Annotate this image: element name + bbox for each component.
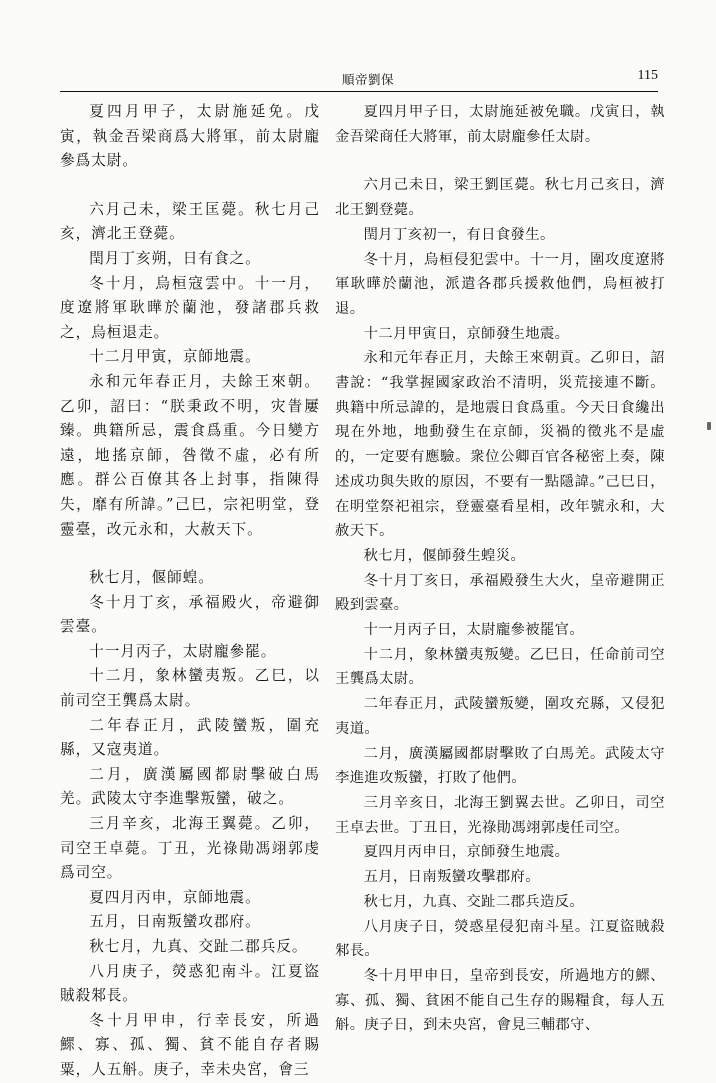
paragraph: 秋七月，偃師發生蝗災。	[363, 547, 526, 564]
paragraph: 冬十月丁亥日，承福殿發生大火，皇帝避開正殿到雲臺。	[335, 572, 665, 614]
paragraph: 十一月丙子，太尉龐參罷。	[89, 642, 277, 660]
paragraph: 夏四月甲子，太尉施延免。戊寅，執金吾梁商爲大將軍，前太尉龐參爲太尉。	[60, 103, 320, 170]
paragraph: 十二月，象林蠻夷叛變。乙巳日，任命前司空王龔爲太尉。	[335, 646, 665, 688]
paragraph: 八月庚子日，熒惑星侵犯南斗星。江夏盜賊殺邾長。	[335, 918, 665, 960]
paragraph: 閏月丁亥朔，日有食之。	[89, 249, 261, 267]
paragraph: 秋七月，九真、交趾二郡兵反。	[89, 938, 308, 955]
paragraph: 冬十月甲申，行幸長安，所過鰥、寡、孤、獨、貧不能自存者賜粟，人五斛。庚子，幸未央宮，會三	[60, 1011, 320, 1078]
paragraph: 冬十月，烏桓寇雲中。十一月，度遼將軍耿曄於蘭池，發諸郡兵救之，烏桓退走。	[60, 274, 320, 341]
paragraph: 夏四月丙申日，京師發生地震。	[363, 844, 570, 861]
page-number: 115	[637, 68, 658, 83]
paragraph: 冬十月丁亥，承福殿火，帝避御雲臺。	[60, 593, 320, 636]
paragraph: 十二月甲寅日，京師發生地震。	[363, 325, 570, 342]
paragraph: 三月辛亥，北海王翼薨。乙卯，司空王卓薨。丁丑，光祿勛馮翊郭虔爲司空。	[60, 815, 320, 882]
paragraph: 永和元年春正月，夫餘王來朝貢。乙卯日，詔書說：“我掌握國家政治不清明，災荒接連不斷。典籍中所忌諱的，是地震日食爲重。今天日食纔出現在外地，地動發生在京師，災禍的徵兆不是虛的，一定要有應驗。衆位公卿百官各秘密上奏，陳述成功與失敗的原因，不要有一點隱諱。”己巳日，在明堂祭祀祖宗，登靈臺看星相，改年號永和，大赦天下。	[335, 350, 665, 540]
paragraph: 閏月丁亥初一，有日食發生。	[363, 226, 555, 243]
paragraph: 八月庚子，熒惑犯南斗。江夏盜賊殺邾長。	[60, 962, 320, 1005]
paragraph: 冬十月，烏桓侵犯雲中。十一月，圍攻度遼將軍耿曄於蘭池，派遣各郡兵援救他們，烏桓被打退。	[335, 251, 665, 317]
paragraph: 二月，廣漢屬國都尉擊敗了白馬羌。武陵太守李進進攻叛蠻，打敗了他們。	[335, 745, 665, 787]
paragraph: 六月己未日，梁王劉匡薨。秋七月己亥日，濟北王劉登薨。	[335, 177, 665, 219]
paragraph: 永和元年春正月，夫餘王來朝。乙卯，詔曰：“朕秉政不明，灾眚屢臻。典籍所忌，震食爲重。今日變方遠，地搖京師，咎徵不虛，必有所應。群公百僚其各上封事，指陳得失，靡有所諱。”己巳，宗祀明堂，登靈臺，改元永和，大赦天下。	[60, 372, 320, 538]
paragraph: 十二月，象林蠻夷叛。乙巳，以前司空王龔爲太尉。	[60, 667, 320, 710]
header-rule	[60, 91, 658, 92]
paragraph: 秋七月，偃師蝗。	[89, 569, 214, 587]
paragraph: 六月己未，梁王匡薨。秋七月己亥，濟北王登薨。	[60, 200, 320, 243]
paragraph: 夏四月甲子日，太尉施延被免職。戊寅日，執金吾梁商任大將軍，前太尉龐參任太尉。	[335, 104, 665, 145]
running-title: 順帝劉保	[342, 72, 395, 87]
paragraph: 五月，日南叛蠻攻擊郡府。	[363, 869, 540, 886]
paragraph: 夏四月丙申，京師地震。	[89, 888, 261, 906]
paragraph: 十一月丙子日，太尉龐參被罷官。	[363, 622, 585, 639]
paragraph: 秋七月，九真、交趾二郡兵造反。	[363, 893, 585, 910]
translation-text-column	[335, 100, 665, 1038]
scan-edge-mark	[707, 422, 711, 430]
classical-text-column	[60, 100, 320, 1083]
paragraph: 三月辛亥日，北海王劉翼去世。乙卯日，司空王卓去世。丁丑日，光祿勛馮翊郭虔任司空。	[335, 794, 665, 836]
paragraph: 二月，廣漢屬國都尉擊破白馬羌。武陵太守李進擊叛蠻，破之。	[60, 765, 320, 808]
paragraph: 二年春正月，武陵蠻叛，圍充縣，又寇夷道。	[60, 716, 320, 759]
paragraph: 冬十月甲申日，皇帝到長安，所過地方的鰥、寡、孤、獨、貧困不能自己生存的賜糧食，每人五斛。庚子日，到未央宮，會見三輔郡守、	[335, 967, 665, 1034]
paragraph: 五月，日南叛蠻攻郡府。	[89, 913, 261, 931]
paragraph: 十二月甲寅，京師地震。	[89, 348, 261, 366]
paragraph: 二年春正月，武陵蠻叛變，圍攻充縣，又侵犯夷道。	[335, 696, 665, 737]
